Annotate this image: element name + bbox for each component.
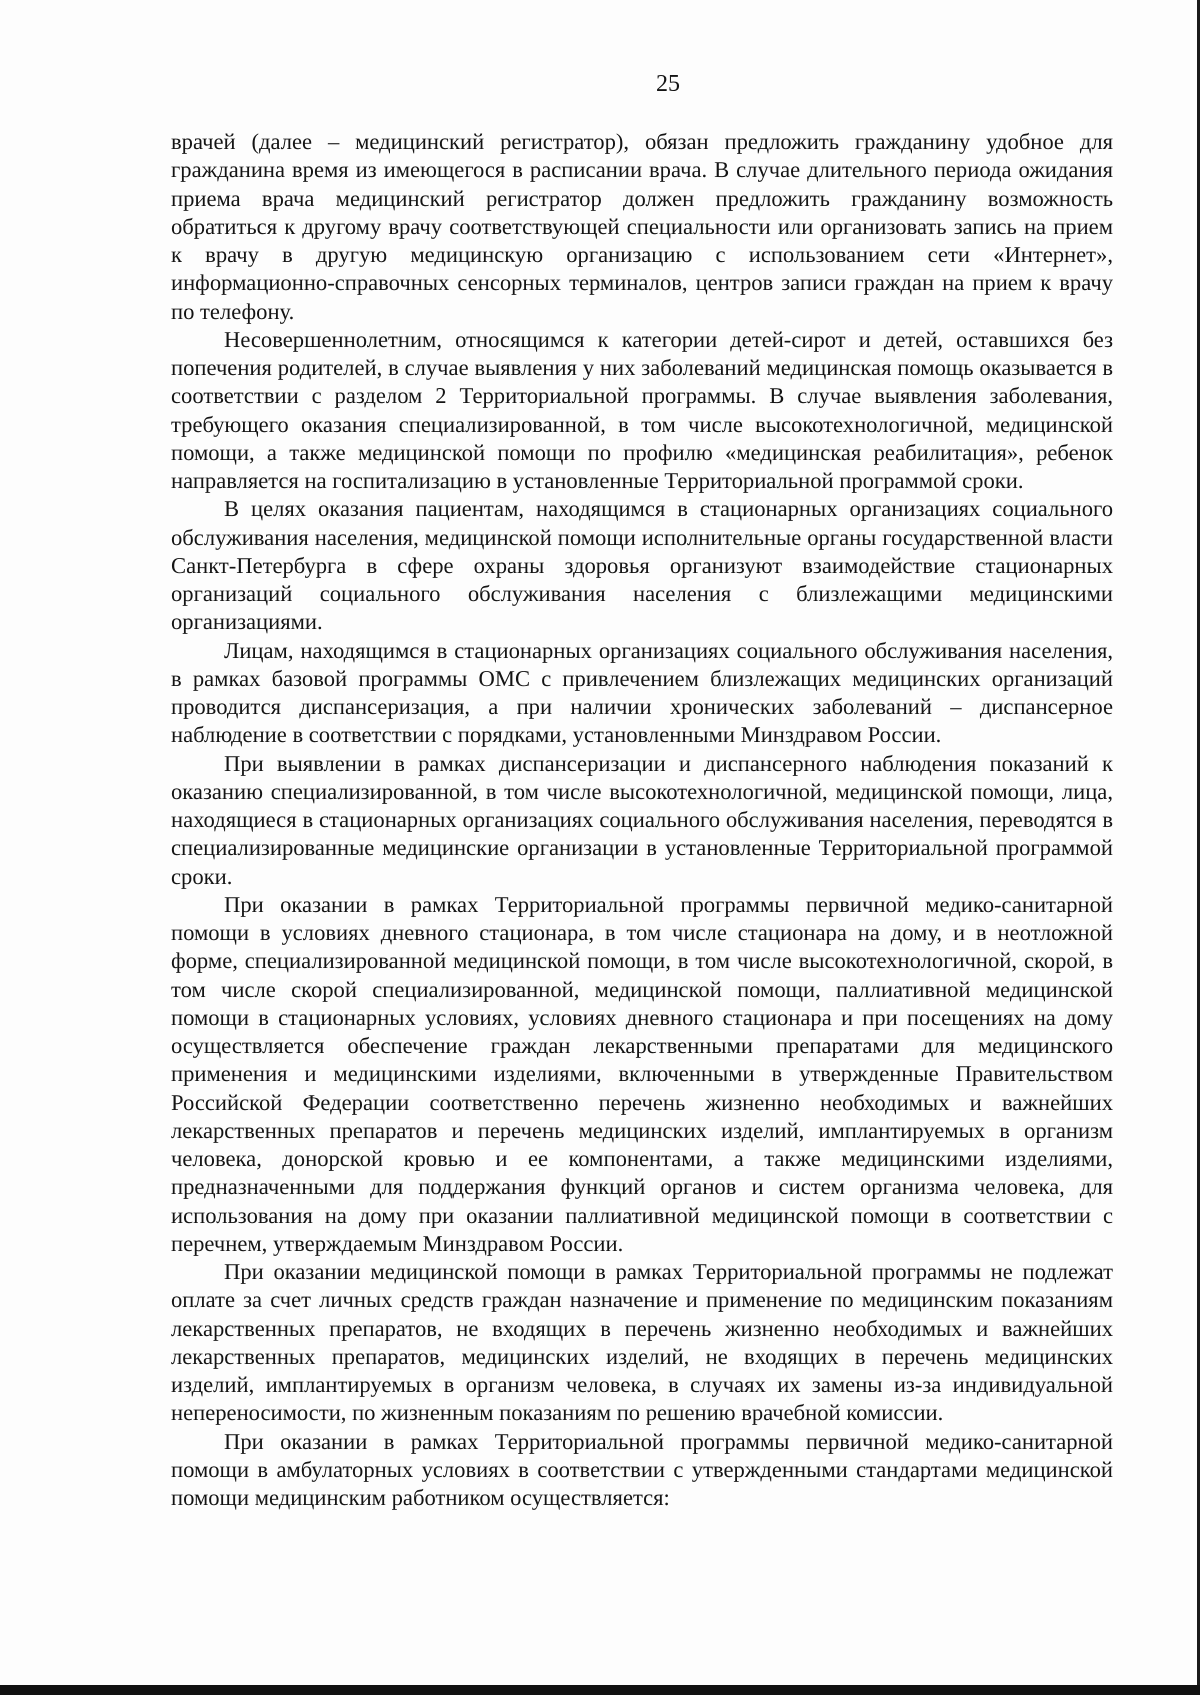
paragraph: При выявлении в рамках диспансеризации и диспансерного наблюдения показаний к оказанию специализированной, в том числе высокотехнологичной, медицинской помощи, лица, находящиеся в стационарных организациях социального обслуживания населения, переводятся в специализированные медицинские организации в установленные Территориальной программой сроки. bbox=[171, 750, 1113, 889]
document-body bbox=[171, 128, 1113, 1512]
page-number: 25 bbox=[656, 71, 680, 97]
paragraph: При оказании в рамках Территориальной программы первичной медико-санитарной помощи в условиях дневного стационара, в том числе стационара на дому, и в неотложной форме, специализированной медицинской помощи, в том числе высокотехнологичной, скорой, в том числе скорой специализированной, медицинской помощи, паллиативной медицинской помощи в стационарных условиях, условиях дневного стационара и при посещениях на дому осуществляется обеспечение граждан лекарственными препаратами для медицинского применения и медицинскими изделиями, включенными в утвержденные Правительством Российской Федерации соответственно перечень жизненно необходимых и важнейших лекарственных препаратов и перечень медицинских изделий, имплантируемых в организм человека, донорской кровью и ее компонентами, а также медицинскими изделиями, предназначенными для поддержания функций органов и систем организма человека, для использования на дому при оказании паллиативной медицинской помощи в соответствии с перечнем, утверждаемым Минздравом России. bbox=[171, 891, 1113, 1256]
paragraph: Лицам, находящимся в стационарных организациях социального обслуживания населения, в рамках базовой программы ОМС с привлечением близлежащих медицинских организаций проводится диспансеризация, а при наличии хронических заболеваний – диспансерное наблюдение в соответствии с порядками, установленными Минздравом России. bbox=[171, 637, 1113, 748]
paragraph: Несовершеннолетним, относящимся к категории детей-сирот и детей, оставшихся без попечения родителей, в случае выявления у них заболеваний медицинская помощь оказывается в соответствии с разделом 2 Территориальной программы. В случае выявления заболевания, требующего оказания специализированной, в том числе высокотехнологичной, медицинской помощи, а также медицинской помощи по профилю «медицинская реабилитация», ребенок направляется на госпитализацию в установленные Территориальной программой сроки. bbox=[171, 326, 1113, 493]
paragraph: При оказании в рамках Территориальной программы первичной медико-санитарной помощи в амбулаторных условиях в соответствии с утвержденными стандартами медицинской помощи медицинским работником осуществляется: bbox=[171, 1428, 1113, 1510]
scan-border-bottom bbox=[0, 1685, 1200, 1695]
paragraph: В целях оказания пациентам, находящимся в стационарных организациях социального обслуживания населения, медицинской помощи исполнительные органы государственной власти Санкт-Петербурга в сфере охраны здоровья организуют взаимодействие стационарных организаций социального обслуживания населения с близлежащими медицинскими организациями. bbox=[171, 496, 1113, 635]
paragraph: При оказании медицинской помощи в рамках Территориальной программы не подлежат оплате за счет личных средств граждан назначение и применение по медицинским показаниям лекарственных препаратов, не входящих в перечень жизненно необходимых и важнейших лекарственных препаратов, медицинских изделий, не входящих в перечень медицинских изделий, имплантируемых в организм человека, в случаях их замены из-за индивидуальной непереносимости, по жизненным показаниям по решению врачебной комиссии. bbox=[171, 1259, 1113, 1426]
paragraph-continuation: врачей (далее – медицинский регистратор), обязан предложить гражданину удобное для гражданина время из имеющегося в расписании врача. В случае длительного периода ожидания приема врача медицинский регистратор должен предложить гражданину возможность обратиться к другому врачу соответствующей специальности или организовать запись на прием к врачу в другую медицинскую организацию с использованием сети «Интернет», информационно-справочных сенсорных терминалов, центров записи граждан на прием к врачу по телефону. bbox=[171, 129, 1113, 324]
